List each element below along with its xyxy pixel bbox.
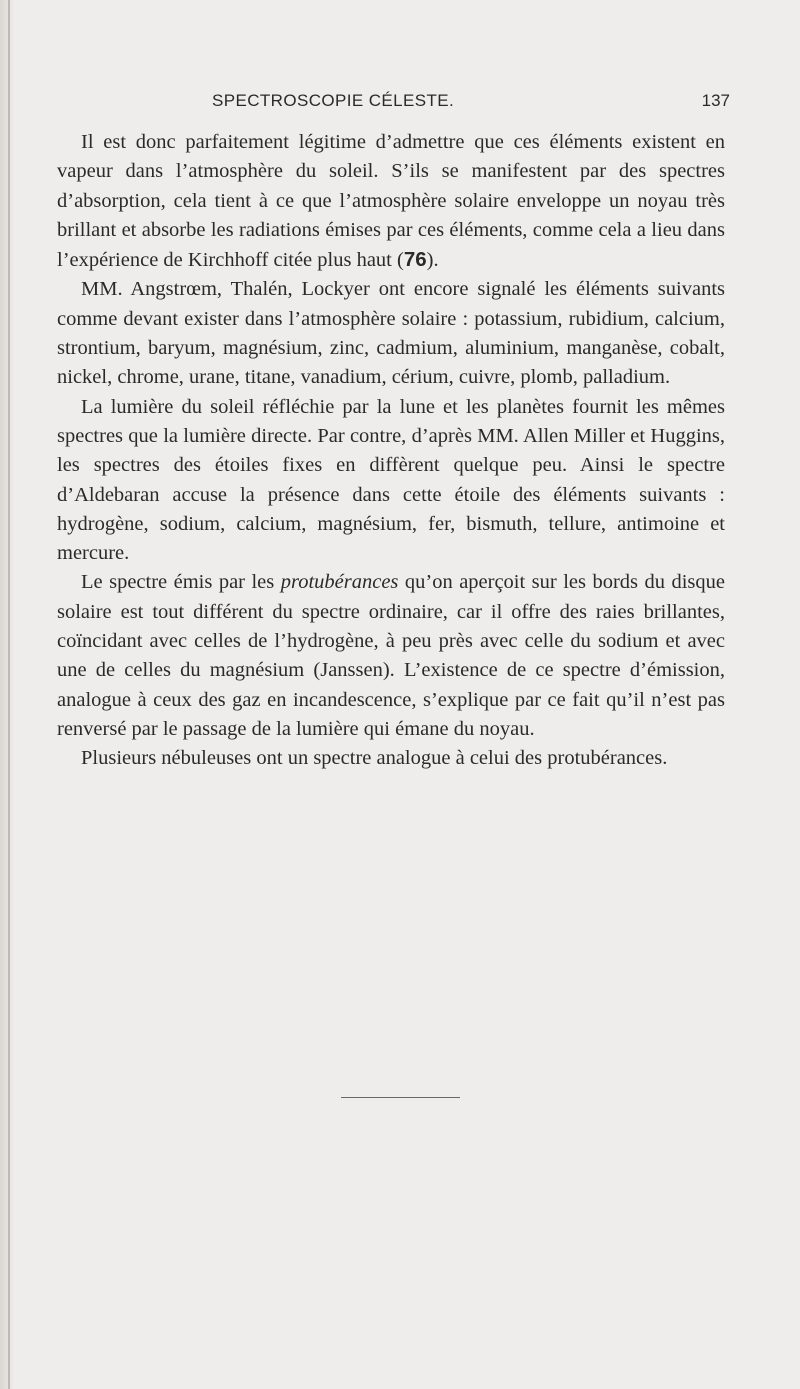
running-title: SPECTROSCOPIE CÉLESTE. — [212, 91, 455, 110]
paragraph-4-start: Le spectre émis par les — [81, 571, 281, 594]
paragraph-4-text: qu’on aperçoit sur les bords du disque solaire est tout différent du spectre ordinaire, car il offre des raies brillantes, coïncidant avec celles de l’hydrogène, à peu près avec celle du sodium et avec une de celles du magnésium (Janssen). L’existence de ce spectre d’émission, analogue à ceux des gaz en incandescence, s’explique par ce fait qu’il n’est pas renversé par le passage de la lumière qui émane du noyau. — [57, 571, 725, 740]
body-text — [57, 128, 725, 774]
paragraph-1-end: ). — [426, 249, 439, 272]
paragraph-5: Plusieurs nébuleuses ont un spectre analogue à celui des protubérances. — [81, 747, 668, 770]
paragraph-2: MM. Angstrœm, Thalén, Lockyer ont encore signalé les éléments suivants comme devant exister dans l’atmosphère solaire : potassium, rubidium, calcium, strontium, baryum, magnésium, zinc, cadmium, aluminium, manganèse, cobalt, nickel, chrome, urane, titane, vanadium, cérium, cuivre, plomb, palladium. — [57, 278, 725, 389]
paragraph-3: La lumière du soleil réfléchie par la lune et les planètes fournit les mêmes spectres que la lumière directe. Par contre, d’après MM. Allen Miller et Huggins, les spectres des étoiles fixes en diffèrent quelque peu. Ainsi le spectre d’Aldebaran accuse la présence dans cette étoile des éléments suivants : hydrogène, sodium, calcium, magnésium, fer, bismuth, tellure, antimoine et mercure. — [57, 395, 725, 565]
page-gutter — [0, 0, 14, 1389]
binding-edge — [8, 0, 10, 1389]
paragraph-1-text: Il est donc parfaitement légitime d’admettre que ces éléments existent en vapeur dans l’atmosphère du soleil. S’ils se manifestent par des spectres d’absorption, cela tient à ce que l’atmosphère solaire enveloppe un noyau très brillant et absorbe les radiations émises par ces éléments, comme cela a lieu dans l’expérience de Kirchhoff citée plus haut ( — [57, 131, 725, 272]
figure-reference: 76 — [403, 248, 427, 272]
section-end-rule — [341, 1097, 460, 1098]
paragraph-1 — [57, 128, 725, 275]
protuberances-term: protubérances — [280, 571, 399, 594]
page-header — [212, 91, 730, 115]
page-number: 137 — [701, 91, 730, 110]
paragraph-4 — [57, 568, 725, 744]
